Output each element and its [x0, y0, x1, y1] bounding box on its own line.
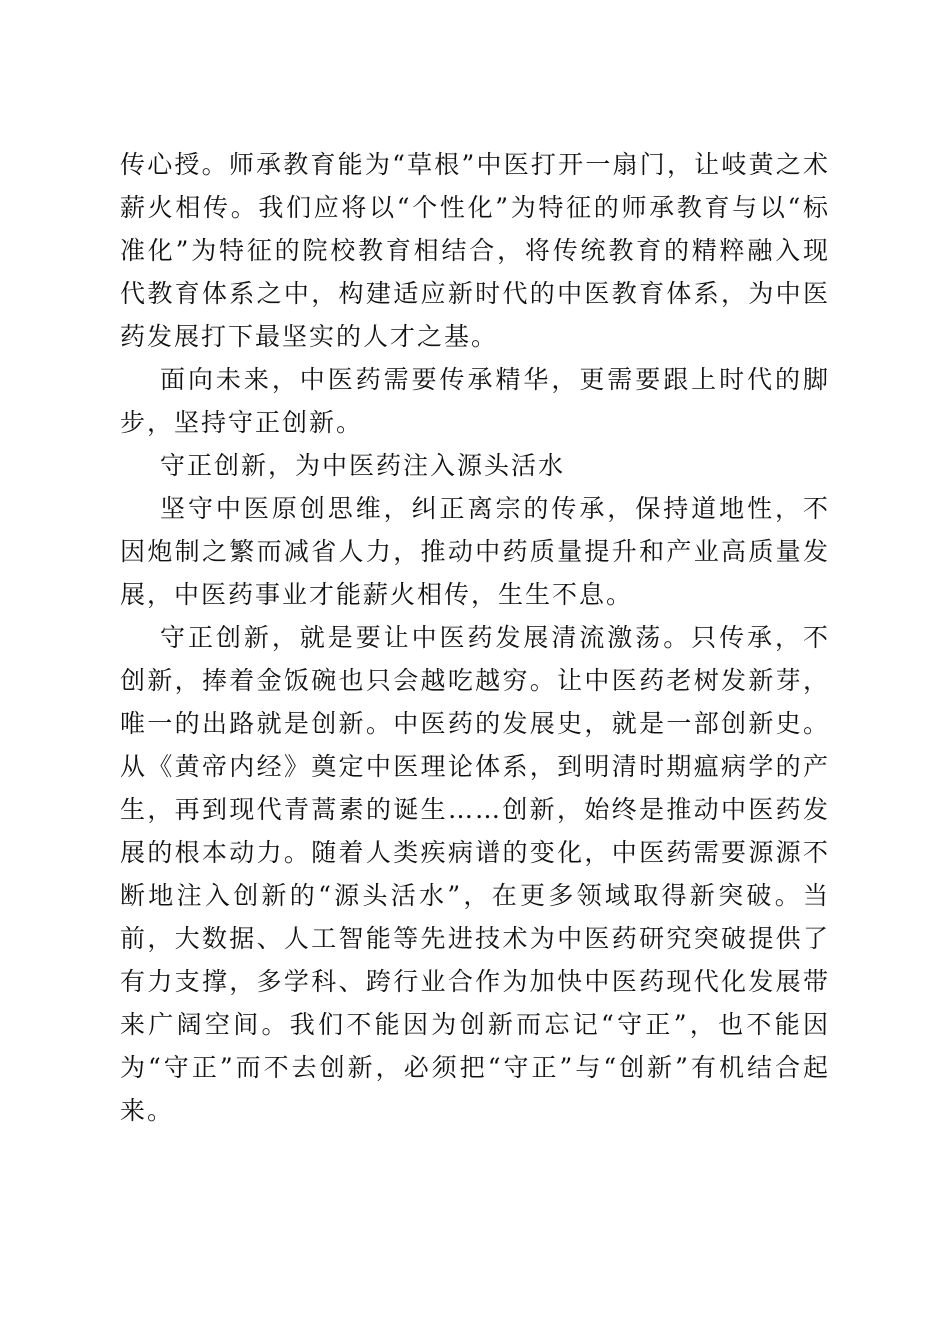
section-heading: 守正创新，为中医药注入源头活水 — [160, 451, 566, 480]
paragraph-original-thinking: 坚守中医原创思维，纠正离宗的传承，保持道地性，不因炮制之繁而减省人力，推动中药质量提升和产业高质量发展，中医药事业才能薪火相传，生生不息。 — [120, 494, 830, 609]
document-body — [120, 143, 830, 1132]
paragraph-future: 面向未来，中医药需要传承精华，更需要跟上时代的脚步，坚持守正创新。 — [120, 365, 830, 437]
paragraph-innovation: 守正创新，就是要让中医药发展清流激荡。只传承，不创新，捧着金饭碗也只会越吃越穷。让中医药老树发新芽，唯一的出路就是创新。中医药的发展史，就是一部创新史。从《黄帝内经》奠定中医理论体系，到明清时期瘟病学的产生，再到现代青蒿素的诞生……创新，始终是推动中医药发展的根本动力。随着人类疾病谱的变化，中医药需要源源不断地注入创新的“源头活水”，在更多领域取得新突破。当前，大数据、人工智能等先进技术为中医药研究突破提供了有力支撑，多学科、跨行业合作为加快中医药现代化发展带来广阔空间。我们不能因为创新而忘记“守正”，也不能因为“守正”而不去创新，必须把“守正”与“创新”有机结合起来。 — [120, 623, 830, 1125]
paragraph-continuation: 传心授。师承教育能为“草根”中医打开一扇门，让岐黄之术薪火相传。我们应将以“个性化”为特征的师承教育与以“标准化”为特征的院校教育相结合，将传统教育的精粹融入现代教育体系之中，构建适应新时代的中医教育体系，为中医药发展打下最坚实的人才之基。 — [120, 150, 830, 351]
